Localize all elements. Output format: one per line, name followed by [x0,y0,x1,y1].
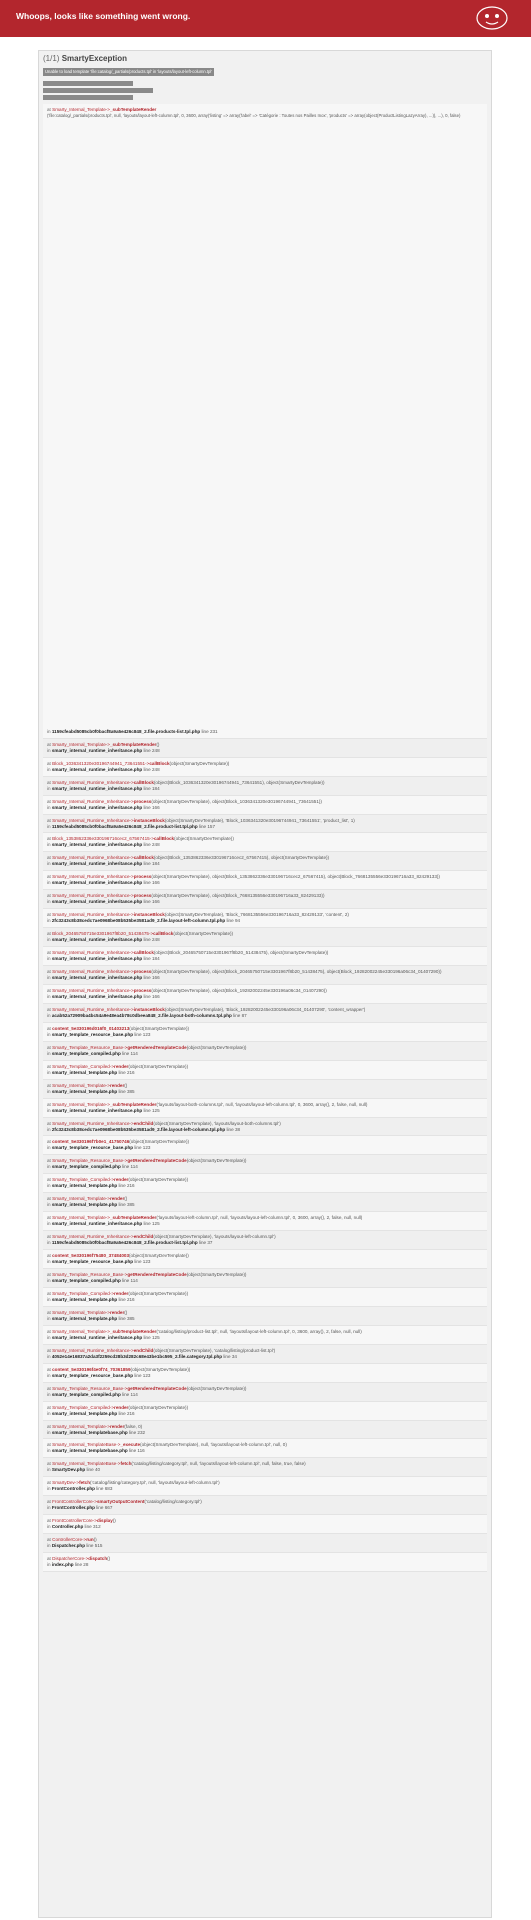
stack-frame[interactable]: at Smarty_Template_Resource_Base->getRenderedTemplateCode(object(SmartyDevTemplate)) in smarty_template_compiled.php line 114 [43,1269,487,1288]
stack-frame[interactable]: at Smarty_Template_Resource_Base->getRenderedTemplateCode(object(SmartyDevTemplate)) in smarty_template_compiled.php line 114 [43,1155,487,1174]
stack-frame[interactable]: at Smarty_Internal_Runtime_Inheritance->callBlock(object(Block_20465750715e3301967f8b20_51438475), object(SmartyDevTemplate)) in smarty_internal_runtime_inheritance.php line 184 [43,947,487,966]
exception-count: (1/1) [43,54,60,63]
stack-trace [43,104,487,1572]
stack-frame[interactable]: at Smarty_Internal_Runtime_Inheritance->process(object(SmartyDevTemplate), object(Block_20465750715e3301967f8b20_51438475), object(Block_19282002245e330196a06c34_01407290)) in smarty_internal_runtime_inheritance.php line 166 [43,966,487,985]
stack-frame[interactable]: at Smarty_Template_Resource_Base->getRenderedTemplateCode(object(SmartyDevTemplate)) in smarty_template_compiled.php line 114 [43,1042,487,1061]
smarty-logo-icon [475,5,509,31]
stack-frame[interactable]: at Smarty_Internal_Runtime_Inheritance->process(object(SmartyDevTemplate), object(Block_7668135556e330196716a33_82429133)) in smarty_internal_runtime_inheritance.php line 166 [43,890,487,909]
stack-list [43,758,487,1572]
stack-frame[interactable]: at Smarty_Internal_Runtime_Inheritance->process(object(SmartyDevTemplate), object(Block_19282002245e330196a06c34_01407290)) in smarty_internal_runtime_inheritance.php line 166 [43,985,487,1004]
message-line [43,88,153,93]
stack-frame[interactable]: at Smarty_Internal_Runtime_Inheritance->endChild(object(SmartyDevTemplate), 'catalog/listing/product-list.tpl') in 4052e14e16837a2da3f2259cd28b3d282c68e43be1bc595_2.file.category.tpl.php line 34 [43,1345,487,1364]
stack-frame[interactable]: at Smarty_Internal_TemplateBase->fetch('catalog/listing/category.tpl', null, 'layouts/layout-left-column.tpl', null, false, true, false) in SmartyDev.php line 40 [43,1458,487,1477]
stack-frame[interactable]: at Smarty_Internal_Template->_subTemplateRender ('file:catalog/_partials/products.tpl', null, 'layouts/layout-left-column.tpl', 0, 3600, array('listing' => array('label' => 'Catégorie : Toutes nos Pailles Inox', 'products' => array(object(ProductListingLazyArray), ...)), ...), 0, false) in 1159cfeabd5085cb0f0bacf8a9a5e426c848_2.file.products-list.tpl.php line 231 [43,104,487,739]
stack-frame[interactable]: at Smarty_Internal_Runtime_Inheritance->instanceBlock(object(SmartyDevTemplate), 'Block_19282002245e330196a06c34_01407290', 'content_wrapper') in acab52a72909ba4bc54a9e48ea4b78c0dbeea848_2.file.layout-both-columns.tpl.php line 87 [43,1004,487,1023]
stack-frame[interactable]: at content_5e330196f75480_37484003(object(SmartyDevTemplate)) in smarty_template_resource_base.php line 123 [43,1250,487,1269]
stack-frame[interactable]: at Smarty_Internal_TemplateBase->_execute(object(SmartyDevTemplate), null, 'layouts/layout-left-column.tpl', null, 0) in smarty_internal_templatebase.php line 116 [43,1439,487,1458]
stack-frame[interactable]: at Smarty_Internal_Runtime_Inheritance->instanceBlock(object(SmartyDevTemplate), 'Block_1036341320e30196744941_73641551', 'product_list', 1) in 1159cfeabd5085cb0f0bacf8a9a5e426c848_2.file.product-list.tpl.php line 157 [43,815,487,834]
error-header [0,0,531,37]
stack-frame[interactable]: at Smarty_Internal_Template->_subTemplateRender('catalog/listing/product-list.tpl', null, 'layouts/layout-left-column.tpl', 0, 3600, array(), 2, false, null, null) in smarty_internal_runtime_inheritance.php line 125 [43,1326,487,1345]
stack-frame[interactable]: at Smarty_Internal_Template->render() in smarty_internal_template.php line 385 [43,1080,487,1099]
stack-frame[interactable]: at Block_20465750715e3301967f8b20_51438475->callBlock(object(SmartyDevTemplate)) in smarty_internal_runtime_inheritance.php line 248 [43,928,487,947]
exception-message: Unable to load template 'file:catalog/_partials/products.tpl' in 'layouts/layout-left-column.tpl' [45,69,213,75]
stack-frame[interactable]: at Smarty_Template_Resource_Base->getRenderedTemplateCode(object(SmartyDevTemplate)) in smarty_template_compiled.php line 114 [43,1383,487,1402]
stack-frame[interactable]: at Smarty_Template_Compiled->render(object(SmartyDevTemplate)) in smarty_internal_template.php line 216 [43,1402,487,1421]
stack-frame[interactable]: at Smarty_Template_Compiled->render(object(SmartyDevTemplate)) in smarty_internal_template.php line 216 [43,1288,487,1307]
frame-args: ('file:catalog/_partials/products.tpl', null, 'layouts/layout-left-column.tpl', 0, 3600, array('listing' => array('label' => 'Catégorie : Toutes nos Pailles Inox', 'products' => array(object(ProductListingLazyArray), ...)), ...), 0, false) [47,112,461,118]
stack-frame[interactable]: at content_5e330196d016f0_01403213(object(SmartyDevTemplate)) in smarty_template_resource_base.php line 123 [43,1023,487,1042]
stack-frame[interactable]: at Smarty_Internal_Template->render() in smarty_internal_template.php line 385 [43,1307,487,1326]
stack-frame[interactable]: at content_5e330196f4e0f74_70361859(object(SmartyDevTemplate)) in smarty_template_resource_base.php line 123 [43,1364,487,1383]
stack-frame[interactable]: at SmartyDev->fetch('catalog/listing/category.tpl', null, 'layouts/layout-left-column.tpl') in FrontController.php line 683 [43,1477,487,1496]
exception-panel [38,50,492,1918]
stack-frame[interactable]: at content_5e330196f7b0e1_41750746(object(SmartyDevTemplate)) in smarty_template_resource_base.php line 123 [43,1136,487,1155]
stack-frame[interactable]: at Smarty_Internal_Runtime_Inheritance->instanceBlock(object(SmartyDevTemplate), 'Block_7668135556e330196716a33_82429133', 'content', 2) in 2fc3243c8b38cedc7ae0968be08b535be3581ad9_2.file.layout-left-column.tpl.php line 94 [43,909,487,928]
message-line [43,81,133,86]
stack-frame[interactable]: at Smarty_Internal_Runtime_Inheritance->process(object(SmartyDevTemplate), object(Block_1353862336e330196716cec2_67567415), object(Block_7668135556e330196716a33_82429133)) in smarty_internal_runtime_inheritance.php line 166 [43,871,487,890]
stack-frame[interactable]: at DispatcherCore->dispatch() in index.php line 28 [43,1553,487,1572]
exception-class: SmartyException [61,54,128,63]
stack-frame[interactable]: at Smarty_Internal_Runtime_Inheritance->endChild(object(SmartyDevTemplate), 'layouts/layout-left-column.tpl') in 1159cfeabd5085cb0f0bacf8a9a5e426c848_2.file.product-list.tpl.php line 37 [43,1231,487,1250]
stack-frame[interactable]: at Smarty_Template_Compiled->render(object(SmartyDevTemplate)) in smarty_internal_template.php line 216 [43,1061,487,1080]
stack-frame[interactable]: at Smarty_Internal_Runtime_Inheritance->callBlock(object(Block_1353862336e330196716cec2_67567415), object(SmartyDevTemplate)) in smarty_internal_runtime_inheritance.php line 184 [43,852,487,871]
error-title: Whoops, looks like something went wrong. [16,11,191,21]
stack-frame[interactable]: at FrontControllerCore->display() in Controller.php line 312 [43,1515,487,1534]
stack-frame[interactable]: at Smarty_Internal_Template->render(false, 0) in smarty_internal_templatebase.php line 232 [43,1421,487,1440]
stack-frame[interactable]: at Block_1353862336e330196716cec2_67567415->callBlock(object(SmartyDevTemplate)) in smarty_internal_runtime_inheritance.php line 248 [43,833,487,852]
stack-frame[interactable]: at Smarty_Internal_Runtime_Inheritance->callBlock(object(Block_1036341320e30196744941_73641551), object(SmartyDevTemplate)) in smarty_internal_runtime_inheritance.php line 184 [43,777,487,796]
stack-frame[interactable]: at ControllerCore->run() in Dispatcher.php line 515 [43,1534,487,1553]
stack-frame[interactable]: at FrontControllerCore->smartyOutputContent('catalog/listing/category.tpl') in FrontController.php line 667 [43,1496,487,1515]
exception-title [39,51,491,67]
stack-frame[interactable]: at Smarty_Internal_Template->_subTemplateRender('layouts/layout-both-columns.tpl', null, 'layouts/layout-left-column.tpl', 0, 3600, array(), 2, false, null, null) in smarty_internal_runtime_inheritance.php line 125 [43,1099,487,1118]
stack-frame[interactable]: at Smarty_Internal_Template->_subTemplateRender() in smarty_internal_runtime_inheritance.php line 248 [43,739,487,758]
stack-frame[interactable]: at Smarty_Internal_Template->_subTemplateRender('layouts/layout-left-column.tpl', null, 'layouts/layout-left-column.tpl', 0, 3600, array(), 2, false, null, null) in smarty_internal_runtime_inheritance.php line 125 [43,1212,487,1231]
stack-frame[interactable]: at Smarty_Internal_Template->render() in smarty_internal_template.php line 385 [43,1193,487,1212]
stack-frame[interactable]: at Smarty_Template_Compiled->render(object(SmartyDevTemplate)) in smarty_internal_template.php line 216 [43,1174,487,1193]
stack-frame[interactable]: at Smarty_Internal_Runtime_Inheritance->endChild(object(SmartyDevTemplate), 'layouts/layout-both-columns.tpl') in 2fc3243c8b38cedc7ae0968be08b535be3581ad9_2.file.layout-left-column.tpl.php line 38 [43,1118,487,1137]
stack-frame[interactable]: at Smarty_Internal_Runtime_Inheritance->process(object(SmartyDevTemplate), object(Block_1036341320e30196744941_73641551)) in smarty_internal_runtime_inheritance.php line 166 [43,796,487,815]
stack-frame[interactable]: at Block_1036341320e30196744941_73641551->callBlock(object(SmartyDevTemplate)) in smarty_internal_runtime_inheritance.php line 248 [43,758,487,777]
message-line [43,95,133,100]
